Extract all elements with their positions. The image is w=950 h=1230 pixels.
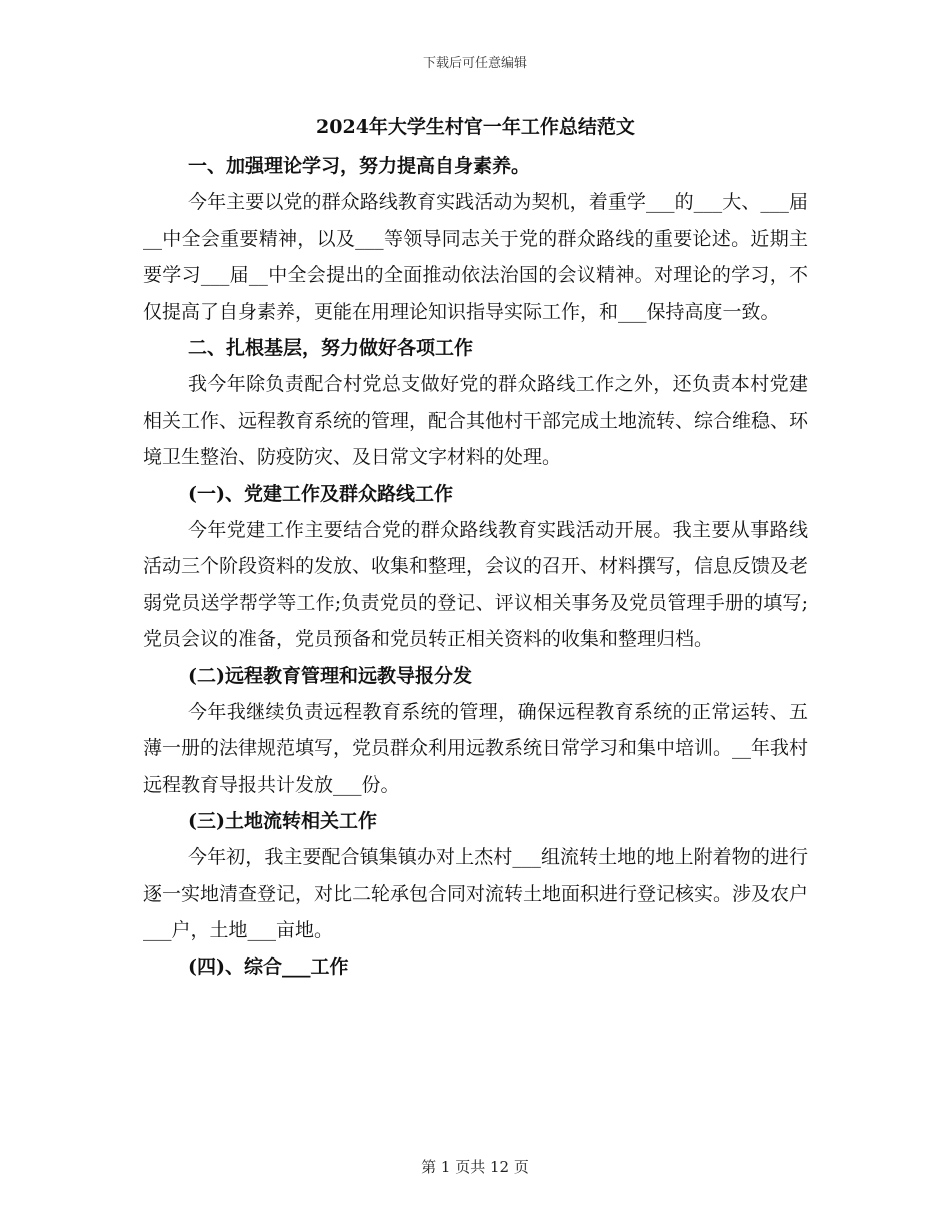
section-heading: 二、扎根基层，努力做好各项工作 <box>188 337 474 359</box>
section-heading: (四)、综合___工作 <box>188 955 349 978</box>
content-blocks <box>143 148 808 985</box>
paragraph: 今年主要以党的群众路线教育实践活动为契机，着重学___的___大、___届__中全会重要精神，以及___等领导同志关于党的群众路线的重要论述。近期主要学习___届__中全会提出的全面推动依法治国的会议精神。对理论的学习，不仅提高了自身素养，更能在用理论知识指导实际工作，和___保持高度一致。 <box>143 191 808 323</box>
paragraph: 我今年除负责配合村党总支做好党的群众路线工作之外，还负责本村党建相关工作、远程教育系统的管理，配合其他村干部完成土地流转、综合维稳、环境卫生整治、防疫防灾、及日常文字材料的处理。 <box>143 373 809 468</box>
page-footer: 第 1 页共 12 页 <box>421 1158 529 1176</box>
paragraph: 今年初，我主要配合镇集镇办对上杰村___组流转土地的地上附着物的进行逐一实地清查登记，对比二轮承包合同对流转土地面积进行登记核实。涉及农户___户，土地___亩地。 <box>143 846 809 941</box>
document-title: 2024年大学生村官一年工作总结范文 <box>316 116 635 138</box>
section-heading: (二)远程教育管理和远教导报分发 <box>188 664 472 687</box>
section-heading: (一)、党建工作及群众路线工作 <box>188 482 453 505</box>
header-note: 下载后可任意编辑 <box>422 56 527 71</box>
paragraph: 今年我继续负责远程教育系统的管理，确保远程教育系统的正常运转、五薄一册的法律规范填写，党员群众利用远教系统日常学习和集中培训。__年我村远程教育导报共计发放___份。 <box>143 700 809 796</box>
document-body <box>143 112 808 985</box>
paragraph: 今年党建工作主要结合党的群众路线教育实践活动开展。我主要从事路线活动三个阶段资料的发放、收集和整理，会议的召开、材料撰写，信息反馈及老弱党员送学帮学等工作;负责党员的登记、评议相关事务及党员管理手册的填写;党员会议的准备，党员预备和党员转正相关资料的收集和整理归档。 <box>143 518 809 650</box>
section-heading: 一、加强理论学习，努力提高自身素养。 <box>188 155 531 177</box>
section-heading: (三)土地流转相关工作 <box>188 810 377 832</box>
